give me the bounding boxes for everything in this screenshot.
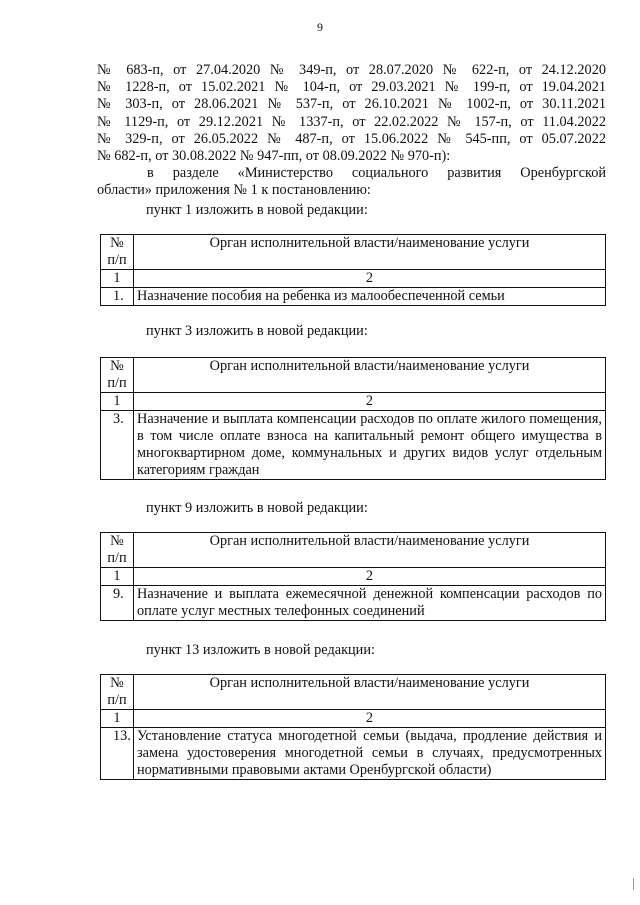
service-name: Установление статуса многодетной семьи (выдача, продление действия и замена удостоверения многодетной семьи в случаях, предусмотренных нормативными правовыми актами Оренбургской области) [134, 728, 606, 780]
service-column-header: Орган исполнительной власти/наименование услуги [134, 675, 606, 710]
column-index-2: 2 [134, 710, 606, 728]
amendment-references [97, 62, 606, 200]
section-reference-line: в разделе «Министерство социального развития Оренбургской [147, 165, 606, 182]
scan-mark [633, 878, 634, 890]
service-name: Назначение и выплата компенсации расходов по оплате жилого помещения, в том числе оплате взноса на капитальный ремонт общего имущества в многоквартирном доме, коммунальных и других видов услуг отдельным категориям граждан [134, 411, 606, 480]
column-index-2: 2 [134, 270, 606, 288]
column-index-1: 1 [101, 393, 134, 411]
column-index-2: 2 [134, 568, 606, 586]
column-index-1: 1 [101, 710, 134, 728]
column-index-1: 1 [101, 270, 134, 288]
section-reference-line: области» приложения № 1 к постановлению: [97, 182, 371, 199]
service-table-item-13 [100, 674, 606, 780]
service-table-item-1 [100, 234, 606, 306]
service-column-header: Орган исполнительной власти/наименование услуги [134, 235, 606, 270]
instruction-item-13: пункт 13 изложить в новой редакции: [146, 642, 375, 658]
service-table-item-9 [100, 532, 606, 621]
intro-line: № 329-п, от 26.05.2022 № 487-п, от 15.06.2022 № 545-пп, от 05.07.2022 [97, 130, 606, 147]
service-name: Назначение и выплата ежемесячной денежной компенсации расходов по оплате услуг местных телефонных соединений [134, 586, 606, 621]
service-column-header: Орган исполнительной власти/наименование услуги [134, 533, 606, 568]
intro-line: № 303-п, от 28.06.2021 № 537-п, от 26.10.2021 № 1002-п, от 30.11.2021 [97, 96, 606, 113]
row-number: 3. [101, 411, 134, 480]
number-column-header: № п/п [101, 358, 134, 393]
row-number: 9. [101, 586, 134, 621]
instruction-item-3: пункт 3 изложить в новой редакции: [146, 323, 368, 339]
intro-line: № 1129-п, от 29.12.2021 № 1337-п, от 22.02.2022 № 157-п, от 11.04.2022 [97, 113, 606, 130]
number-column-header: № п/п [101, 675, 134, 710]
intro-line: № 683-п, от 27.04.2020 № 349-п, от 28.07.2020 № 622-п, от 24.12.2020 [97, 62, 606, 78]
intro-line: № 682-п, от 30.08.2022 № 947-пп, от 08.09.2022 № 970-п): [97, 148, 451, 165]
instruction-item-1: пункт 1 изложить в новой редакции: [146, 202, 368, 218]
number-column-header: № п/п [101, 533, 134, 568]
row-number: 1. [101, 288, 134, 306]
service-table-item-3 [100, 357, 606, 480]
page-number: 9 [317, 20, 323, 34]
service-column-header: Орган исполнительной власти/наименование услуги [134, 358, 606, 393]
column-index-2: 2 [134, 393, 606, 411]
number-column-header: № п/п [101, 235, 134, 270]
instruction-item-9: пункт 9 изложить в новой редакции: [146, 500, 368, 516]
column-index-1: 1 [101, 568, 134, 586]
service-name: Назначение пособия на ребенка из малообеспеченной семьи [134, 288, 606, 306]
row-number: 13. [101, 728, 134, 780]
intro-line: № 1228-п, от 15.02.2021 № 104-п, от 29.03.2021 № 199-п, от 19.04.2021 [97, 79, 606, 96]
